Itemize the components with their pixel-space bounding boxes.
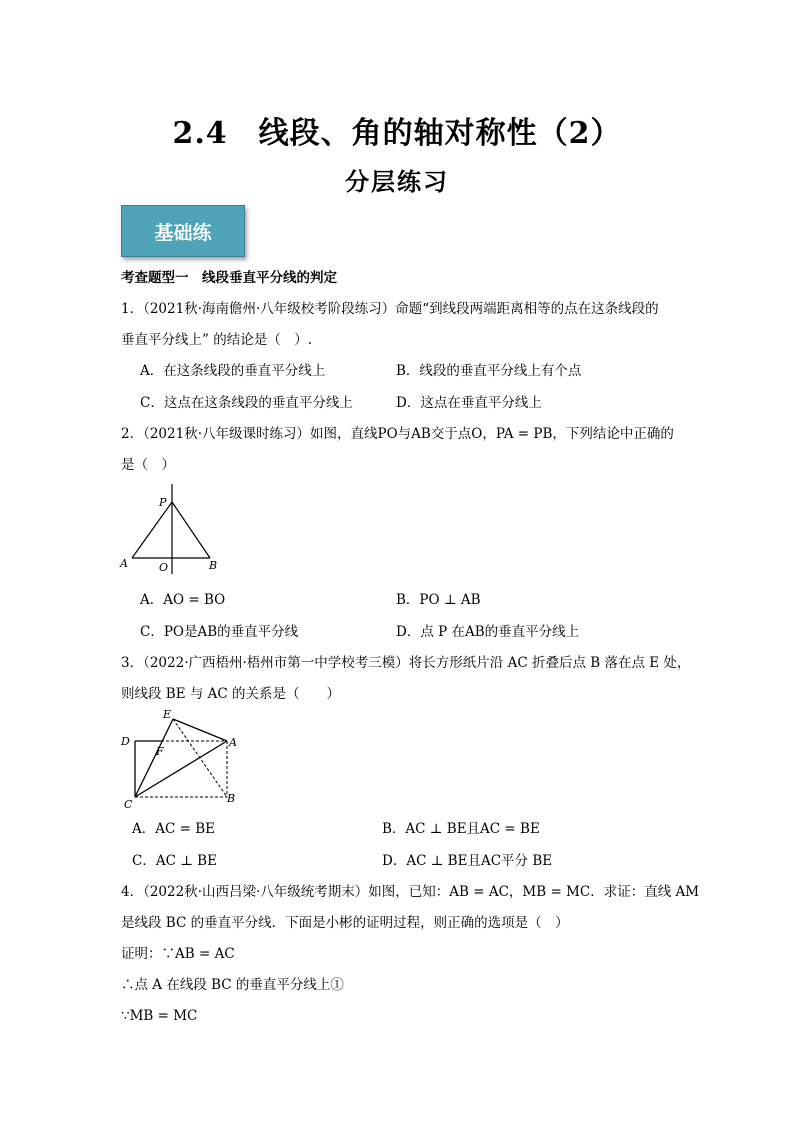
q4-proof-3: ∵MB = MC xyxy=(121,1008,198,1024)
q3-option-a: A．AC = BE xyxy=(132,821,215,837)
q1-option-b: B．线段的垂直平分线上有个点 xyxy=(396,363,582,379)
segment-ea xyxy=(173,719,227,741)
label-e: E xyxy=(163,708,172,721)
label-a: A xyxy=(229,736,237,749)
q3-option-b: B．AC ⊥ BE且AC = BE xyxy=(382,821,540,837)
q2-line1: 2．（2021秋·八年级课时练习）如图，直线PO与AB交于点O，PA = PB，下列结论中正确的 xyxy=(121,426,674,442)
q3-option-c: C．AC ⊥ BE xyxy=(132,853,217,869)
q1-option-d: D．这点在垂直平分线上 xyxy=(396,395,542,411)
label-a: A xyxy=(120,557,128,570)
label-d: D xyxy=(121,735,130,748)
q2-option-d: D．点 P 在AB的垂直平分线上 xyxy=(396,624,580,640)
q2-option-c: C．PO是AB的垂直平分线 xyxy=(140,624,299,640)
topic-heading: 考查题型一 线段垂直平分线的判定 xyxy=(121,270,337,286)
label-f: F xyxy=(156,745,164,758)
page-subtitle: 分层练习 xyxy=(345,167,449,196)
q3-line2: 则线段 BE 与 AC 的关系是（ ） xyxy=(121,686,341,702)
q1-option-a: A．在这条线段的垂直平分线上 xyxy=(140,363,326,379)
q2-option-a: A．AO = BO xyxy=(140,592,226,608)
label-b: B xyxy=(209,559,218,572)
page-title: 2.4 线段、角的轴对称性（2） xyxy=(172,116,622,151)
q2-line2: 是（ ） xyxy=(121,457,175,473)
q1-line2: 垂直平分线上” 的结论是（ ）. xyxy=(121,332,312,348)
label-b: B xyxy=(227,792,236,805)
q4-line1: 4．（2022秋·山西吕梁·八年级统考期末）如图，已知：AB = AC，MB = MC．求证：直线 AM xyxy=(121,884,700,900)
q3-figure xyxy=(115,705,245,815)
section-label: 基础练 xyxy=(121,205,245,257)
q4-line2: 是线段 BC 的垂直平分线．下面是小彬的证明过程，则正确的选项是（ ） xyxy=(121,915,569,931)
label-o: O xyxy=(159,561,169,574)
label-c: C xyxy=(124,798,133,811)
segment-pb xyxy=(172,502,210,558)
label-p: P xyxy=(159,496,167,509)
q2-option-b: B．PO ⊥ AB xyxy=(396,592,481,608)
q3-option-d: D．AC ⊥ BE且AC平分 BE xyxy=(382,853,553,869)
q4-proof-1: 证明：∵AB = AC xyxy=(121,946,235,962)
q2-figure xyxy=(115,482,225,578)
q1-line1: 1．（2021秋·海南儋州·八年级校考阶段练习）命题“到线段两端距离相等的点在这条线段的 xyxy=(121,301,659,317)
q4-proof-2: ∴点 A 在线段 BC 的垂直平分线上① xyxy=(121,977,344,993)
q1-option-c: C．这点在这条线段的垂直平分线上 xyxy=(140,395,353,411)
q3-line1: 3．（2022·广西梧州·梧州市第一中学校考三模）将长方形纸片沿 AC 折叠后点 B 落在点 E 处， xyxy=(121,655,691,671)
segment-pa xyxy=(132,502,172,558)
